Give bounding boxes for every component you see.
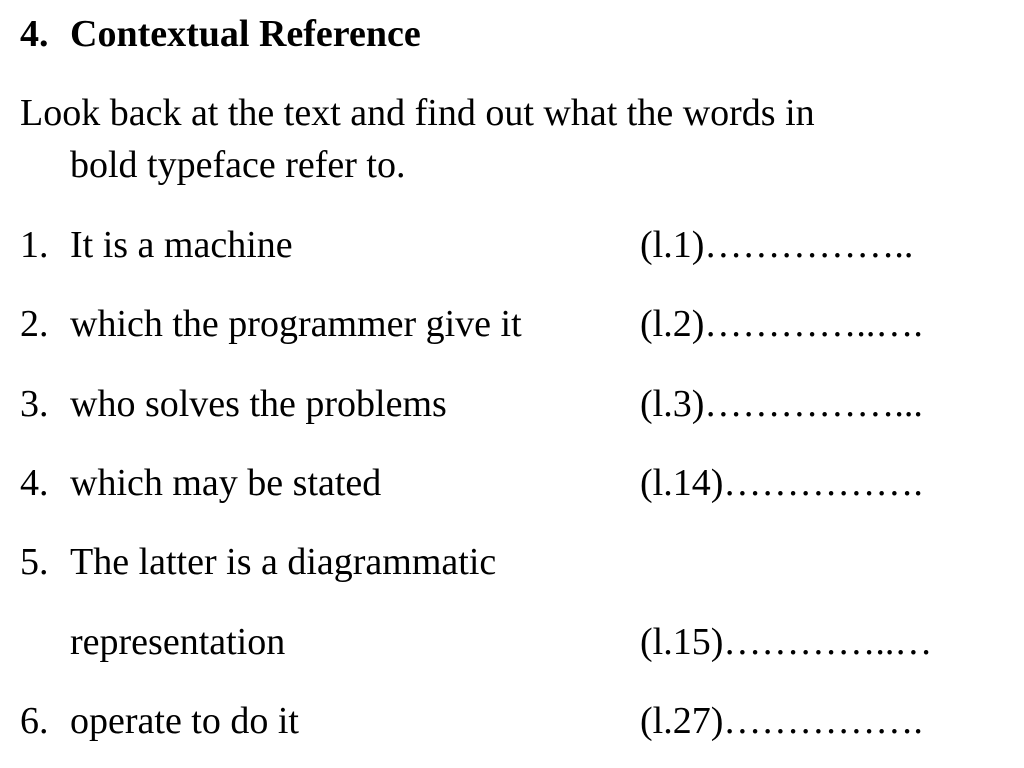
instructions-text-2: bold typeface refer to. — [70, 144, 406, 186]
item-text: which the programmer give it — [70, 303, 522, 345]
item-reference: (l.15)…………..… — [640, 621, 933, 663]
item-number: 5. — [20, 541, 49, 583]
item-number: 6. — [20, 700, 49, 742]
section-title: Contextual Reference — [70, 13, 421, 55]
item-text: The latter is a diagrammatic — [70, 541, 497, 583]
item-number: 3. — [20, 383, 49, 425]
item-text: It is a machine — [70, 224, 293, 266]
item-reference: (l.2)…………..…. — [640, 303, 923, 345]
item-number: 2. — [20, 303, 49, 345]
item-number: 4. — [20, 462, 49, 504]
item-reference: (l.3)……………... — [640, 383, 923, 425]
instructions-text-1: Look back at the text and find out what the words in — [20, 92, 815, 134]
item-text: operate to do it — [70, 700, 299, 742]
item-text: which may be stated — [70, 462, 382, 504]
item-reference: (l.1)…………….. — [640, 224, 914, 266]
section-number: 4. — [20, 13, 49, 55]
item-reference: (l.27)……………. — [640, 700, 923, 742]
item-reference: (l.14)……………. — [640, 462, 923, 504]
item-text-continued: representation — [70, 621, 286, 663]
item-text: who solves the problems — [70, 383, 447, 425]
item-number: 1. — [20, 224, 49, 266]
